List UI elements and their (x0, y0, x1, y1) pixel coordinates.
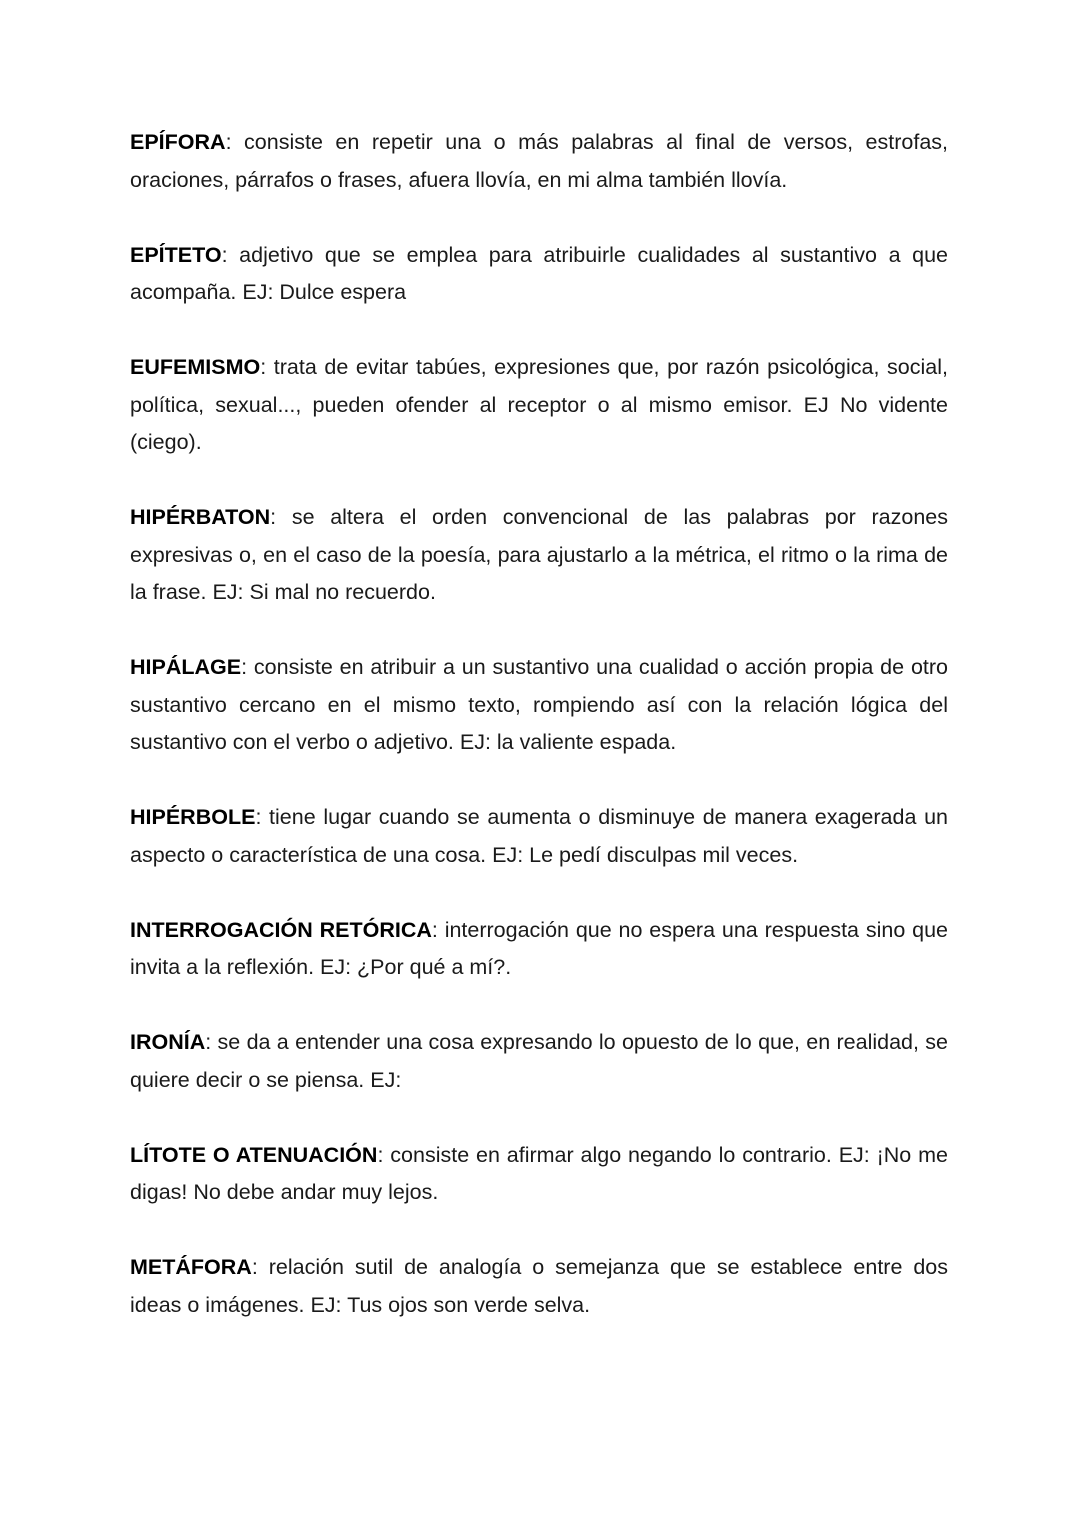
definition-text: : consiste en atribuir a un sustantivo una cualidad o acción propia de otro sustantivo cercano en el mismo texto, rompiendo así con la relación lógica del sustantivo con el verbo o adjetivo. EJ: la valiente espada. (130, 655, 948, 754)
definition-interrogacion-retorica (130, 912, 948, 987)
definition-epifora (130, 124, 948, 199)
term-label: HIPÉRBOLE (130, 805, 256, 829)
definition-ironia (130, 1024, 948, 1099)
definition-text: : se altera el orden convencional de las palabras por razones expresivas o, en el caso de la poesía, para ajustarlo a la métrica, el ritmo o la rima de la frase. EJ: Si mal no recuerdo. (130, 505, 948, 604)
definition-text: : interrogación que no espera una respuesta sino que invita a la reflexión. EJ: ¿Por qué a mí?. (130, 917, 949, 979)
definition-epiteto (130, 237, 948, 312)
term-label: EPÍTETO (130, 242, 222, 267)
term-label: HIPÉRBATON (130, 505, 271, 529)
definition-text: : consiste en afirmar algo negando lo contrario. EJ: ¡No me digas! No debe andar muy lejos. (130, 1142, 948, 1204)
term-label: IRONÍA (130, 1030, 206, 1054)
definition-text: : trata de evitar tabúes, expresiones que, por razón psicológica, social, política, sexual..., pueden ofender al receptor o al mismo emisor. EJ No vidente (ciego). (130, 355, 948, 454)
definition-hiperbole (130, 799, 948, 874)
definition-text: : tiene lugar cuando se aumenta o disminuye de manera exagerada un aspecto o característica de una cosa. EJ: Le pedí disculpas mil veces. (130, 805, 948, 867)
term-label: METÁFORA (130, 1255, 252, 1279)
term-label: LÍTOTE O ATENUACIÓN (130, 1142, 378, 1167)
definition-text: : consiste en repetir una o más palabras al final de versos, estrofas, oraciones, párrafos o frases, afuera llovía, en mi alma también llovía. (130, 130, 948, 192)
term-label: HIPÁLAGE (130, 655, 242, 679)
definition-eufemismo (130, 349, 948, 462)
definition-litote (130, 1137, 948, 1212)
definition-hiperbaton (130, 499, 948, 612)
document-page (130, 124, 948, 1362)
definition-text: : se da a entender una cosa expresando lo opuesto de lo que, en realidad, se quiere decir o se piensa. EJ: (130, 1030, 948, 1092)
definition-metafora (130, 1249, 948, 1324)
term-label: INTERROGACIÓN RETÓRICA (130, 917, 432, 942)
term-label: EPÍFORA (130, 130, 226, 154)
term-label: EUFEMISMO (130, 355, 261, 379)
definition-hipalage (130, 649, 948, 762)
definition-text: : relación sutil de analogía o semejanza que se establece entre dos ideas o imágenes. EJ: Tus ojos son verde selva. (130, 1255, 948, 1317)
definition-text: : adjetivo que se emplea para atribuirle cualidades al sustantivo a que acompaña. EJ: Dulce espera (130, 242, 948, 304)
